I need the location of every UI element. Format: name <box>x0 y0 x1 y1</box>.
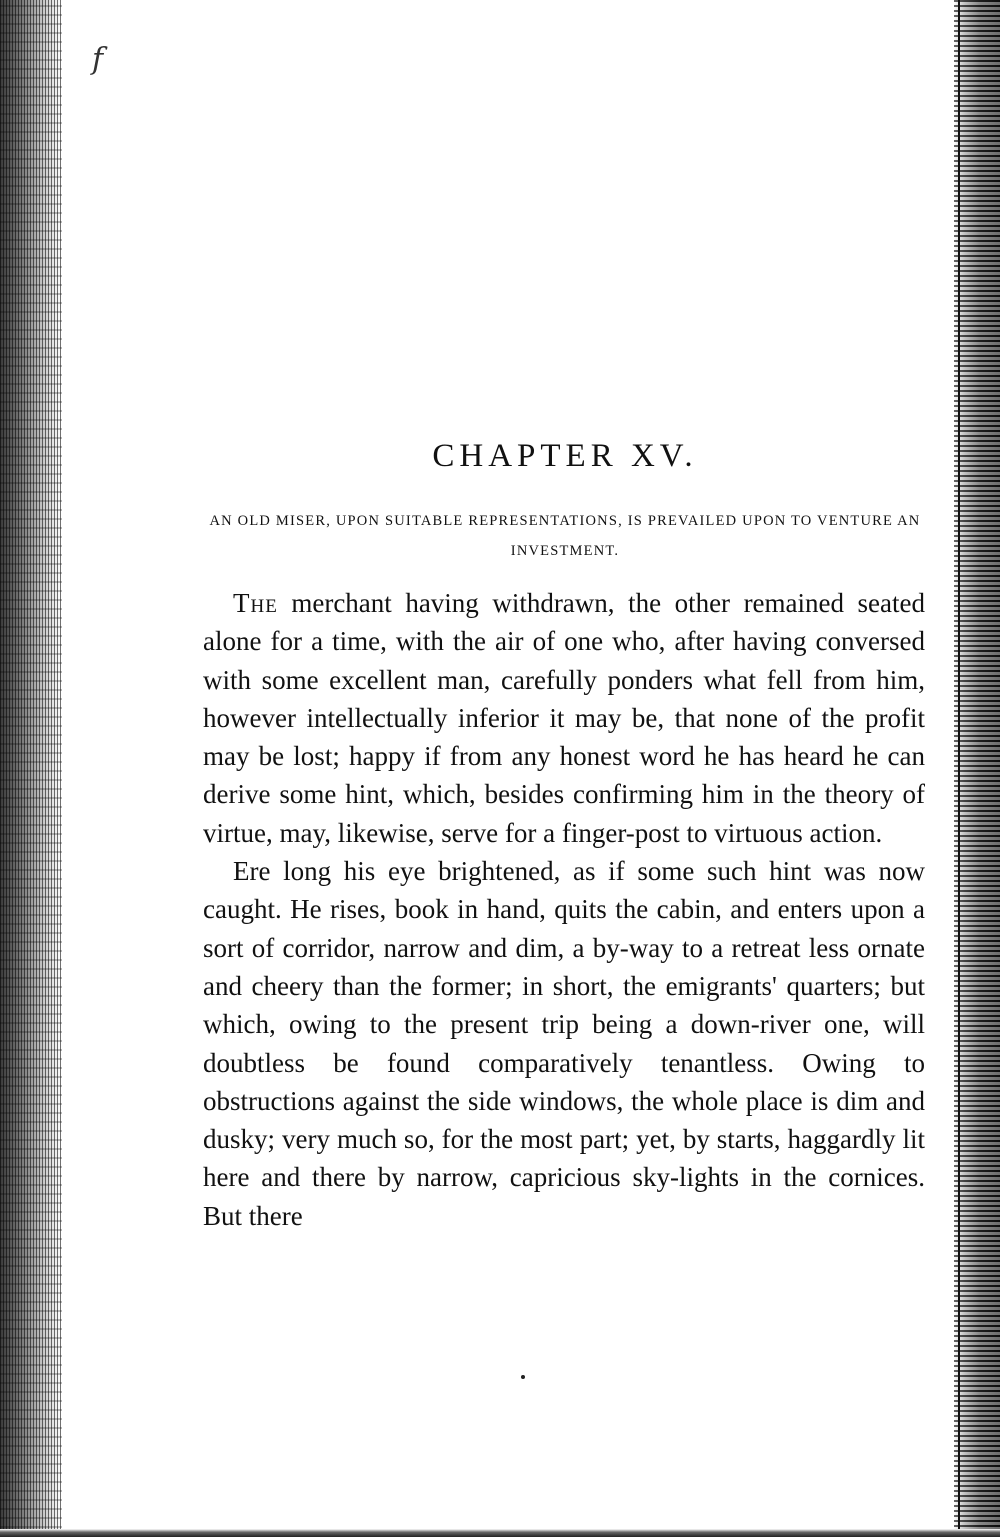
paragraph-2 <box>203 852 925 1235</box>
ink-speck <box>521 1375 525 1379</box>
binding-gutter <box>0 0 62 1537</box>
page-edge <box>954 0 1000 1537</box>
paragraph-lead-word: The <box>233 588 278 618</box>
paragraph-text: Ere long his eye brightened, as if some such hint was now caught. He rises, book in hand, quits the cabin, and enters upon a sort of corridor, narrow and dim, a by-way to a retreat less ornate and cheery than the former; in short, the emigrants' quarters; but which, owing to the present trip being a down-river one, will doubtless be found comparatively tenantless. Owing to obstructions against the side windows, the whole place is dim and dusky; very much so, for the most part; yet, by starts, haggardly lit here and there by narrow, capricious sky-lights in the cornices. But there <box>203 856 925 1231</box>
paragraph-text: merchant having withdrawn, the other remained seated alone for a time, with the air of one who, after having conversed with some excellent man, carefully ponders what fell from him, however intellectually inferior it may be, that none of the profit may be lost; happy if from any honest word he has heard he can derive some hint, which, besides confirming him in the theory of virtue, may, likewise, serve for a finger-post to virtuous action. <box>203 588 925 848</box>
chapter-summary: AN OLD MISER, UPON SUITABLE REPRESENTATIONS, IS PREVAILED UPON TO VENTURE AN INVESTMENT. <box>209 513 921 559</box>
paragraph-1 <box>203 584 925 852</box>
pencil-mark: f <box>92 42 104 77</box>
bottom-page-edge <box>0 1529 1000 1537</box>
chapter-body <box>203 584 925 1235</box>
chapter-title: CHAPTER XV. <box>432 438 698 474</box>
